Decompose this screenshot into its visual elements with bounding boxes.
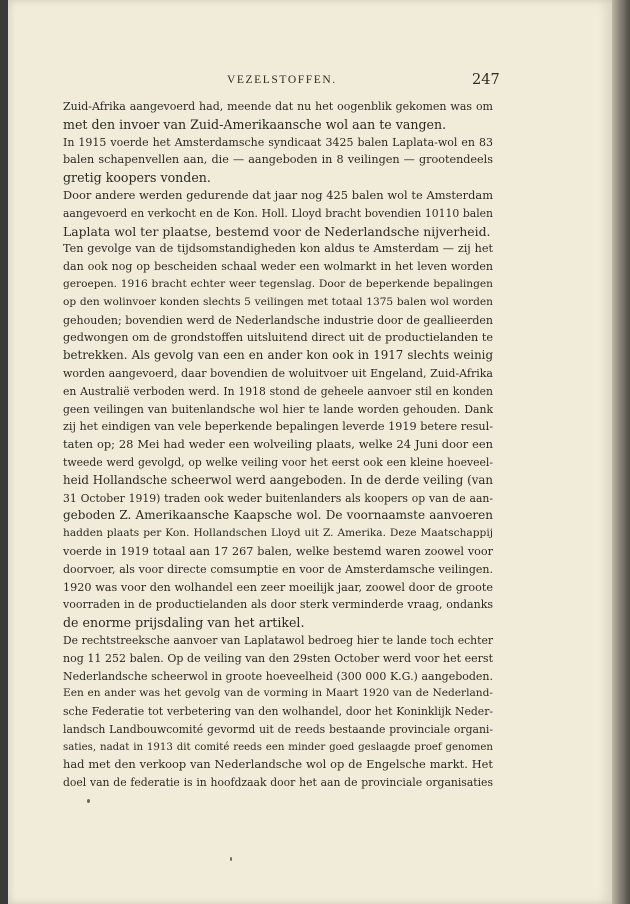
text-line: gedwongen om de grondstoffen uitsluitend direct uit de productielanden te [63,331,493,345]
text-line: 1920 was voor den wolhandel een zeer moeilijk jaar, zoowel door de groote [63,580,493,594]
text-line: balen schapenvellen aan, die — aangeboden in 8 veilingen — grootendeels [63,153,493,167]
text-line: dan ook nog op bescheiden schaal weder een wolmarkt in het leven worden [63,260,493,274]
paper-speck [230,857,232,861]
text-line: voerde in 1919 totaal aan 17 267 balen, welke bestemd waren zoowel voor [63,544,493,558]
text-line: op den wolinvoer konden slechts 5 veilingen met totaal 1375 balen wol worden [63,295,493,308]
text-line: Ten gevolge van de tijdsomstandigheden kon aldus te Amsterdam — zij het [63,242,493,256]
text-line: geroepen. 1916 bracht echter weer tegenslag. Door de beperkende bepalingen [63,277,493,290]
text-line: nog 11 252 balen. Op de veiling van den 29sten October werd voor het eerst [63,651,493,665]
book-page [8,0,612,904]
page-number: 247 [472,72,500,88]
text-line: gretig koopers vonden. [63,170,211,186]
text-line: 31 October 1919) traden ook weder buitenlanders als koopers op van de aan- [63,491,493,505]
text-line: worden aangevoerd, daar bovendien de woluitvoer uit Engeland, Zuid-Afrika [63,366,493,380]
text-line: Door andere werden gedurende dat jaar nog 425 balen wol te Amsterdam [63,187,493,202]
body-text [63,98,493,792]
text-line: zij het eindigen van vele beperkende bepalingen leverde 1919 betere resul- [63,420,493,434]
text-line: sche Federatie tot verbetering van den wolhandel, door het Koninklijk Neder- [63,705,493,719]
text-line: de enorme prijsdaling van het artikel. [63,615,305,631]
text-line: geboden Z. Amerikaansche Kaapsche wol. De voornaamste aanvoeren [63,508,493,523]
text-line: aangevoerd en verkocht en de Kon. Holl. Lloyd bracht bovendien 10110 balen [63,206,493,220]
text-line: saties, nadat in 1913 dit comité reeds een minder goed geslaagde proef genomen [63,741,493,753]
page-edge-shadow [612,0,630,904]
text-line: heid Hollandsche scheerwol werd aangeboden. In de derde veiling (van [63,472,493,487]
text-line: gehouden; bovendien werd de Nederlandsche industrie door de geallieerden [63,313,493,327]
text-line: tweede werd gevolgd, op welke veiling voor het eerst ook een kleine hoeveel- [63,455,493,469]
text-line: had met den verkoop van Nederlandsche wol op de Engelsche markt. Het [63,757,493,772]
text-line: betrekken. Als gevolg van een en ander kon ook in 1917 slechts weinig [63,348,493,363]
text-line: taten op; 28 Mei had weder een wolveiling plaats, welke 24 Juni door een [63,437,493,452]
text-line: doorvoer, als voor directe comsumptie en voor de Amsterdamsche veilingen. [63,562,493,576]
text-line: Laplata wol ter plaatse, bestemd voor de Nederlandsche nijverheid. [63,223,491,239]
text-line: Zuid-Afrika aangevoerd had, meende dat nu het oogenblik gekomen was om [63,100,493,113]
running-head: VEZELSTOFFEN. [227,74,337,86]
text-line: en Australië verboden werd. In 1918 stond de geheele aanvoer stil en konden [63,384,493,398]
text-line: De rechtstreeksche aanvoer van Laplatawol bedroeg hier te lande toch echter [63,633,493,647]
text-line: landsch Landbouwcomité gevormd uit de reeds bestaande provinciale organi- [63,722,493,736]
text-line: met den invoer van Zuid-Amerikaansche wol aan te vangen. [63,116,447,132]
text-line: hadden plaats per Kon. Hollandschen Lloyd uit Z. Amerika. Deze Maatschappij [63,527,493,540]
text-line: doel van de federatie is in hoofdzaak door het aan de provinciale organisaties [63,776,493,790]
paper-speck [87,799,90,803]
text-line: geen veilingen van buitenlandsche wol hier te lande worden gehouden. Dank [63,402,493,416]
text-line: In 1915 voerde het Amsterdamsche syndicaat 3425 balen Laplata-wol en 83 [63,135,493,149]
text-line: Nederlandsche scheerwol in groote hoeveelheid (300 000 K.G.) aangeboden. [63,669,493,683]
text-line: voorraden in de productielanden als door sterk verminderde vraag, ondanks [63,598,493,612]
text-line: Een en ander was het gevolg van de vorming in Maart 1920 van de Nederland- [63,687,493,700]
